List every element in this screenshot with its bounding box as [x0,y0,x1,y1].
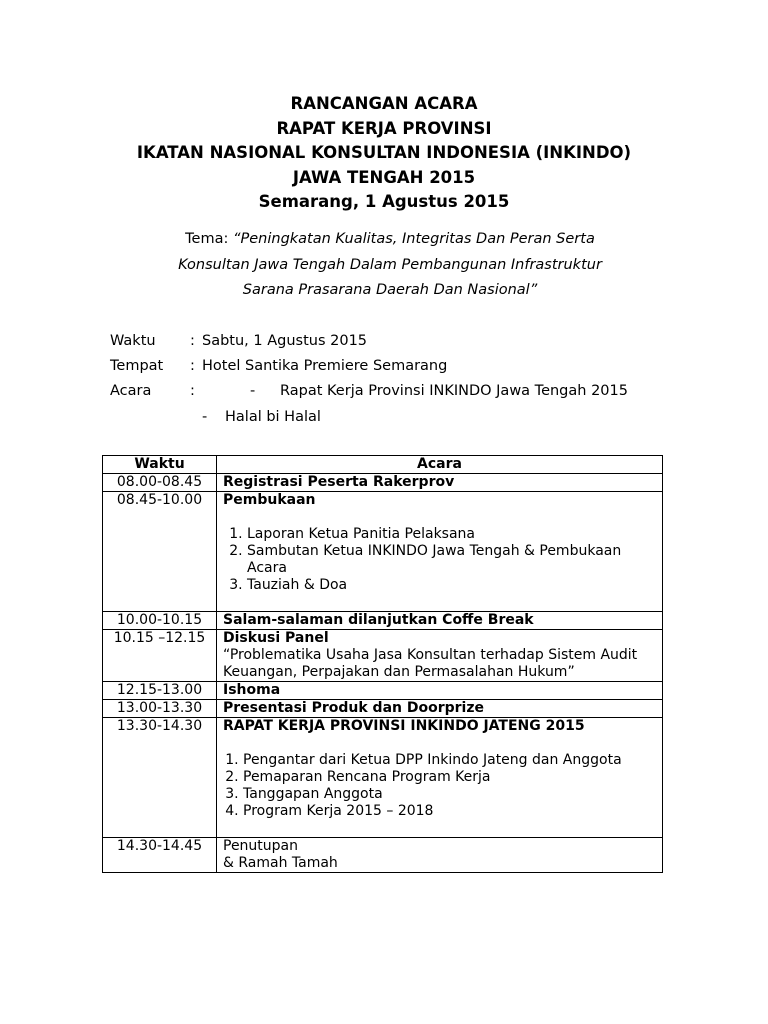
row-time: 12.15-13.00 [103,682,217,700]
row-description: “Problematika Usaha Jasa Konsultan terhadap Sistem Audit Keuangan, Perpajakan dan Permasalahan Hukum” [223,647,638,680]
waktu-label: Waktu [110,333,156,349]
row-time: 14.30-14.45 [103,838,217,873]
header-acara: Acara [217,456,663,474]
row-time: 10.00-10.15 [103,612,217,630]
list-item: 1. Laporan Ketua Panitia Pelaksana [247,526,656,543]
list-item: 1. Pengantar dari Ketua DPP Inkindo Jateng dan Anggota [243,752,656,769]
row-title: Presentasi Produk dan Doorprize [217,700,663,718]
list-item: 2. Sambutan Ketua INKINDO Jawa Tengah & Pembukaan Acara [247,543,656,577]
row-title: Registrasi Peserta Rakerprov [217,474,663,492]
waktu-value: Sabtu, 1 Agustus 2015 [202,333,368,349]
row-content [217,492,663,612]
table-row [103,492,663,612]
acara-item-2: Halal bi Halal [225,409,321,425]
theme-line-2: Konsultan Jawa Tengah Dalam Pembangunan Infrastruktur [178,256,602,273]
theme-block [100,227,680,304]
row-time: 08.00-08.45 [103,474,217,492]
table-row [103,630,663,682]
heading-line-2: RAPAT KERJA PROVINSI [276,118,492,138]
table-row [103,700,663,718]
row-content [217,838,663,873]
list-item: 2. Pemaparan Rencana Program Kerja [243,769,656,786]
row-title: Diskusi Panel [223,630,329,646]
row-time: 13.30-14.30 [103,718,217,838]
colon: : [190,358,195,374]
row-time: 13.00-13.30 [103,700,217,718]
dash: - [250,383,256,399]
table-header-row [103,456,663,474]
acara-item-1: Rapat Kerja Provinsi INKINDO Jawa Tengah 2015 [280,383,628,399]
heading-line-4: JAWA TENGAH 2015 [292,167,476,187]
row-title: Salam-salaman dilanjutkan Coffe Break [217,612,663,630]
table-row [103,718,663,838]
theme-label: Tema: [185,231,233,247]
row-title: Ishoma [217,682,663,700]
row-time: 10.15 –12.15 [103,630,217,682]
list-item: 3. Tanggapan Anggota [243,786,656,803]
theme-line-3: Sarana Prasarana Daerah Dan Nasional” [242,282,538,298]
list-item: 3. Tauziah & Doa [247,577,656,594]
theme-line-1: “Peningkatan Kualitas, Integritas Dan Peran Serta [232,231,595,247]
schedule-table [102,455,663,873]
table-row [103,474,663,492]
table-row [103,682,663,700]
row-content [217,630,663,682]
row-title: RAPAT KERJA PROVINSI INKINDO JATENG 2015 [223,718,585,734]
colon: : [190,383,195,399]
row-content [217,718,663,838]
table-row [103,838,663,873]
heading-line-1: RANCANGAN ACARA [290,94,478,113]
agenda-list [223,526,656,594]
agenda-list [223,752,656,820]
document-heading [0,92,768,215]
row-title: Pembukaan [223,492,316,508]
colon: : [190,333,195,349]
heading-line-3: IKATAN NASIONAL KONSULTAN INDONESIA (INKINDO) [136,143,632,162]
tempat-label: Tempat [110,358,164,374]
dash: - [202,409,208,425]
tempat-value: Hotel Santika Premiere Semarang [202,358,448,374]
table-row [103,612,663,630]
header-waktu: Waktu [103,456,217,474]
row-title-2: & Ramah Tamah [223,855,338,871]
row-time: 08.45-10.00 [103,492,217,612]
list-item: 4. Program Kerja 2015 – 2018 [243,803,656,820]
row-title: Penutupan [223,838,299,854]
heading-line-5: Semarang, 1 Agustus 2015 [258,192,510,211]
acara-label: Acara [110,383,152,399]
